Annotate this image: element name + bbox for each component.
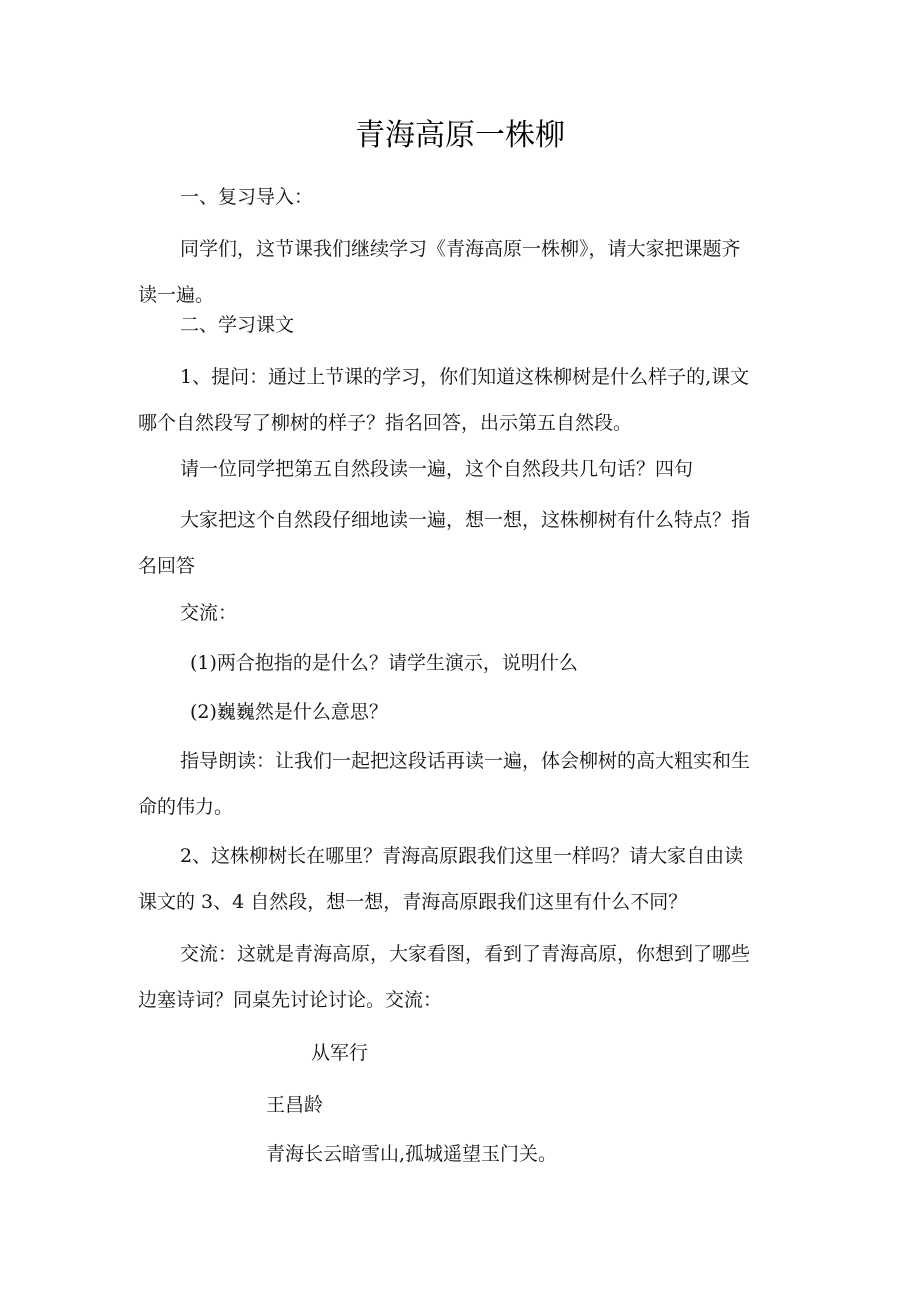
paragraph-line: 边塞诗词？同桌先讨论讨论。交流： <box>138 989 443 1011</box>
paragraph-line: 名回答 <box>138 555 196 577</box>
paragraph-read-aloud <box>138 446 786 492</box>
section-heading-review <box>138 174 786 220</box>
paragraph-line: 读一遍。 <box>138 284 215 306</box>
paragraph-guided-reading <box>138 738 786 830</box>
paragraph-line: 命的伟力。 <box>138 796 234 818</box>
paragraph-line: 交流： <box>180 602 238 624</box>
section-heading-text: 一、复习导入： <box>180 186 314 208</box>
paragraph-line: 交流：这就是青海高原，大家看图，看到了青海高原，你想到了哪些 <box>180 943 751 965</box>
paragraph-exchange-label <box>138 590 786 636</box>
paragraph-line: 哪个自然段写了柳树的样子？指名回答，出示第五自然段。 <box>138 412 633 434</box>
paragraph-question-1 <box>138 354 786 446</box>
list-item-1 <box>138 640 786 686</box>
paragraph-line: 同学们，这节课我们继续学习《青海高原一株柳》，请大家把课题齐 <box>180 238 741 260</box>
paragraph-exchange-2 <box>138 931 786 1023</box>
poem-author <box>266 1082 566 1128</box>
poem-line <box>266 1131 746 1177</box>
document-title: 青海高原一株柳 <box>355 118 565 153</box>
paragraph-think <box>138 497 786 589</box>
paragraph-line: 课文的 3、4 自然段，想一想，青海高原跟我们这里有什么不同？ <box>138 891 688 913</box>
paragraph-question-2 <box>138 833 786 925</box>
poem-line-text: 青海长云暗雪山,孤城遥望玉门关。 <box>266 1143 558 1165</box>
paragraph-line: 大家把这个自然段仔细地读一遍，想一想，这株柳树有什么特点？指 <box>180 509 751 531</box>
poem-author-text: 王昌龄 <box>266 1094 324 1116</box>
poem-title <box>311 1030 611 1076</box>
paragraph-line: 请一位同学把第五自然段读一遍，这个自然段共几句话？四句 <box>180 458 694 480</box>
paragraph-line: 指导朗读：让我们一起把这段话再读一遍，体会柳树的高大粗实和生 <box>180 750 751 772</box>
paragraph-line: 2、这株柳树长在哪里？青海高原跟我们这里一样吗？请大家自由读 <box>180 845 744 867</box>
section-heading-text: 二、学习课文 <box>180 314 295 336</box>
paragraph-line: 1、提问：通过上节课的学习，你们知道这株柳树是什么样子的,课文 <box>180 366 750 388</box>
list-item-text: (1)两合抱指的是什么？请学生演示，说明什么 <box>190 652 578 674</box>
list-item-2 <box>138 689 786 735</box>
poem-title-text: 从军行 <box>311 1042 369 1064</box>
section-heading-study <box>138 302 786 348</box>
list-item-text: (2)巍巍然是什么意思？ <box>190 701 388 723</box>
